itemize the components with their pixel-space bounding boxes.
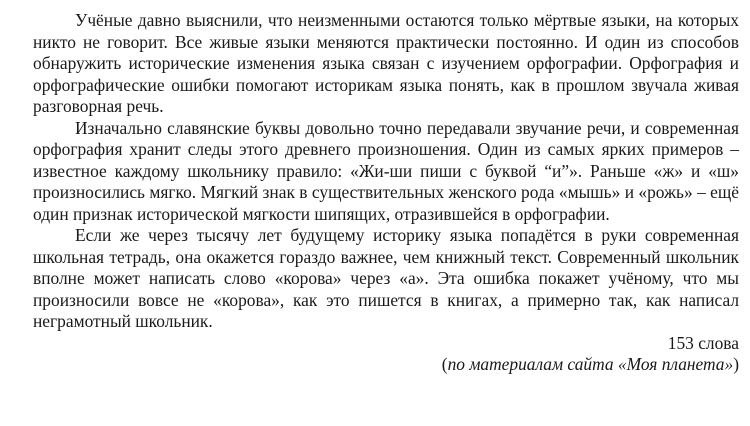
source-attribution [33,354,739,376]
document-page [33,10,739,376]
paragraph-3: Если же через тысячу лет будущему историку языка попадётся в руки современная школьная тетрадь, она окажется гораздо важнее, чем книжный текст. Современный школьник вполне может написать слово «корова» через «а». Эта ошибка покажет учёному, что мы произносили вовсе не «корова», как это пишется в книгах, а примерно так, как написал неграмотный школьник. [33,225,739,331]
source-open-paren: ( [441,354,448,374]
word-count: 153 слова [667,332,739,353]
paragraph-2: Изначально славянские буквы довольно точно передавали звучание речи, и современная орфография хранит следы этого древнего произношения. Один из самых ярких примеров – известное каждому школьнику правило: «Жи-ши пиши с буквой “и”». Раньше «ж» и «ш» произносились мягко. Мягкий знак в существительных женского рода «мышь» и «рожь» – ещё один признак исторической мягкости шипящих, отразившейся в орфографии. [33,117,739,224]
source-text: по материалам сайта «Моя планета» [447,354,734,374]
source-close-paren: ) [733,354,739,374]
paragraph-1: Учёные давно выяснили, что неизменными остаются только мёртвые языки, на которых никто не говорит. Все живые языки меняются практически постоянно. И один из способов обнаружить исторические изменения языка связан с изучением орфографии. Орфография и орфографические ошибки помогают историкам языка понять, как в прошлом звучала живая разговорная речь. [33,10,739,116]
